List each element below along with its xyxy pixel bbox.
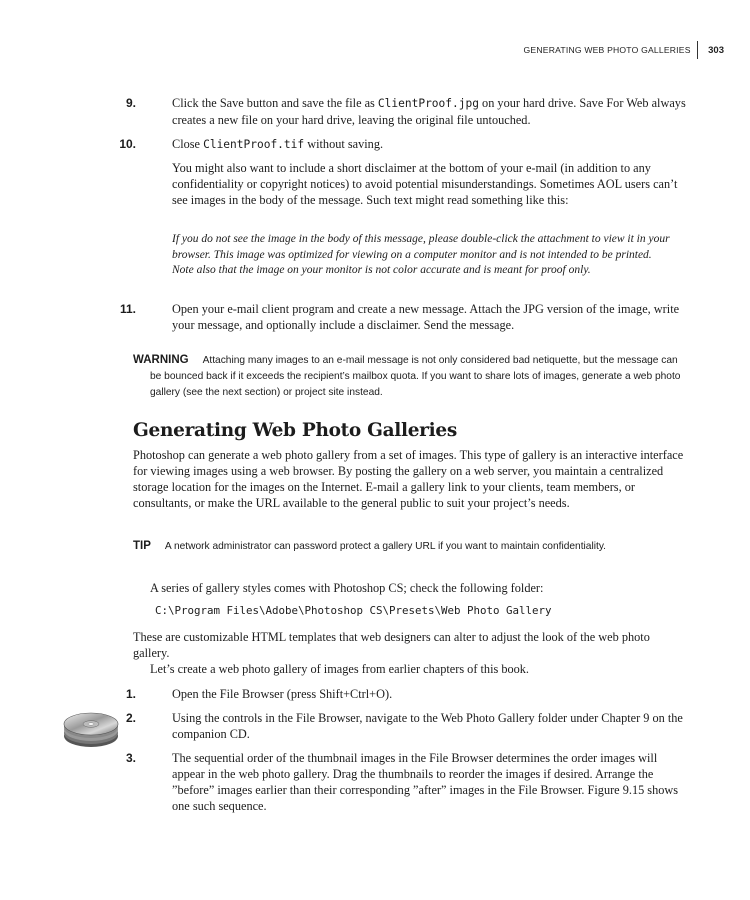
step-text-part: on your hard drive. Save For Web always creates a new file on your hard drive, leaving the original file untouched. [172, 96, 686, 127]
tip-text: A network administrator can password protect a gallery URL if you want to maintain confidentiality. [164, 541, 606, 552]
section-heading: Generating Web Photo Galleries [133, 420, 457, 441]
disclaimer-intro: You might also want to include a short disclaimer at the bottom of your e-mail (in addition to any confidentiality or copyright notices) to avoid potential misunderstandings. Sometimes AOL users can’t see images in the body of the message. Such text might read something like this: [172, 161, 678, 207]
step-text [142, 136, 687, 153]
disclaimer-example: If you do not see the image in the body of this message, please double-click the attachment to view it in your browser. This image was optimized for viewing on a computer monitor and is not intended to be printed. Note also that the image on your monitor is not color accurate and is meant for proof only. [172, 233, 670, 276]
tip-note [133, 538, 670, 555]
step-text-part: without saving. [304, 137, 384, 151]
step-text-part: Click the Save button and save the file as [172, 96, 378, 110]
gallery-styles-line: A series of gallery styles comes with Photoshop CS; check the following folder: [150, 581, 544, 595]
running-header [524, 41, 724, 59]
header-divider [697, 41, 699, 59]
running-head-title: GENERATING WEB PHOTO GALLERIES [523, 45, 691, 55]
step-11 [119, 301, 687, 333]
step-text: The sequential order of the thumbnail images in the File Browser determines the order images will appear in the web photo gallery. Drag the thumbnails to reorder the images if desired. Arrange the ”before” images earlier than their corresponding ”after” images in the File Browser. Figure 9.15 shows one such sequence. [172, 751, 679, 813]
filename-code: ClientProof.tif [203, 138, 305, 151]
lets-create-paragraph: Let’s create a web photo gallery of images from earlier chapters of this book. [150, 662, 530, 676]
step-number: 9. [125, 96, 136, 110]
tip-label: TIP [133, 540, 151, 552]
step-10 [119, 136, 687, 153]
step-number: 11. [119, 302, 136, 316]
warning-label: WARNING [133, 354, 189, 366]
step-9 [125, 95, 687, 128]
step-text-part: Close [172, 137, 204, 151]
step-number: 10. [119, 137, 136, 151]
step-text: Open the File Browser (press Shift+Ctrl+O). [172, 687, 393, 701]
templates-paragraph: These are customizable HTML templates that web designers can alter to adjust the look of the web photo gallery. [133, 630, 650, 660]
step-text: Using the controls in the File Browser, navigate to the Web Photo Gallery folder under Chapter 9 on the companion CD. [172, 711, 683, 741]
folder-path-code: C:\Program Files\Adobe\Photoshop CS\Presets\Web Photo Gallery [155, 604, 552, 617]
step-number: 2. [125, 711, 136, 725]
section-intro: Photoshop can generate a web photo gallery from a set of images. This type of gallery is an interactive interface for viewing images using a web browser. By posting the gallery on a web server, you maintain a centralized storage location for the images on the Internet. E-mail a gallery link to your clients, team members, or consultants, or make the URL available to the general public to suit your project’s needs. [133, 448, 684, 510]
step-text: Open your e-mail client program and create a new message. Attach the JPG version of the image, write your message, and optionally include a disclaimer. Send the message. [172, 302, 680, 332]
step-2 [125, 710, 687, 742]
step-3 [125, 750, 687, 814]
warning-note [133, 352, 690, 401]
page-number: 303 [708, 44, 724, 56]
step-number: 3. [125, 751, 136, 765]
filename-code: ClientProof.jpg [377, 97, 479, 110]
warning-text: Attaching many images to an e-mail message is not only considered bad netiquette, but the message can be bounced back if it exceeds the recipient’s mailbox quota. If you want to share lots of images, generate a web photo gallery (see the next section) or project site instead. [150, 355, 681, 398]
step-text [142, 95, 687, 128]
step-1 [125, 686, 687, 702]
companion-cd-icon [62, 705, 120, 750]
step-number: 1. [125, 687, 136, 701]
